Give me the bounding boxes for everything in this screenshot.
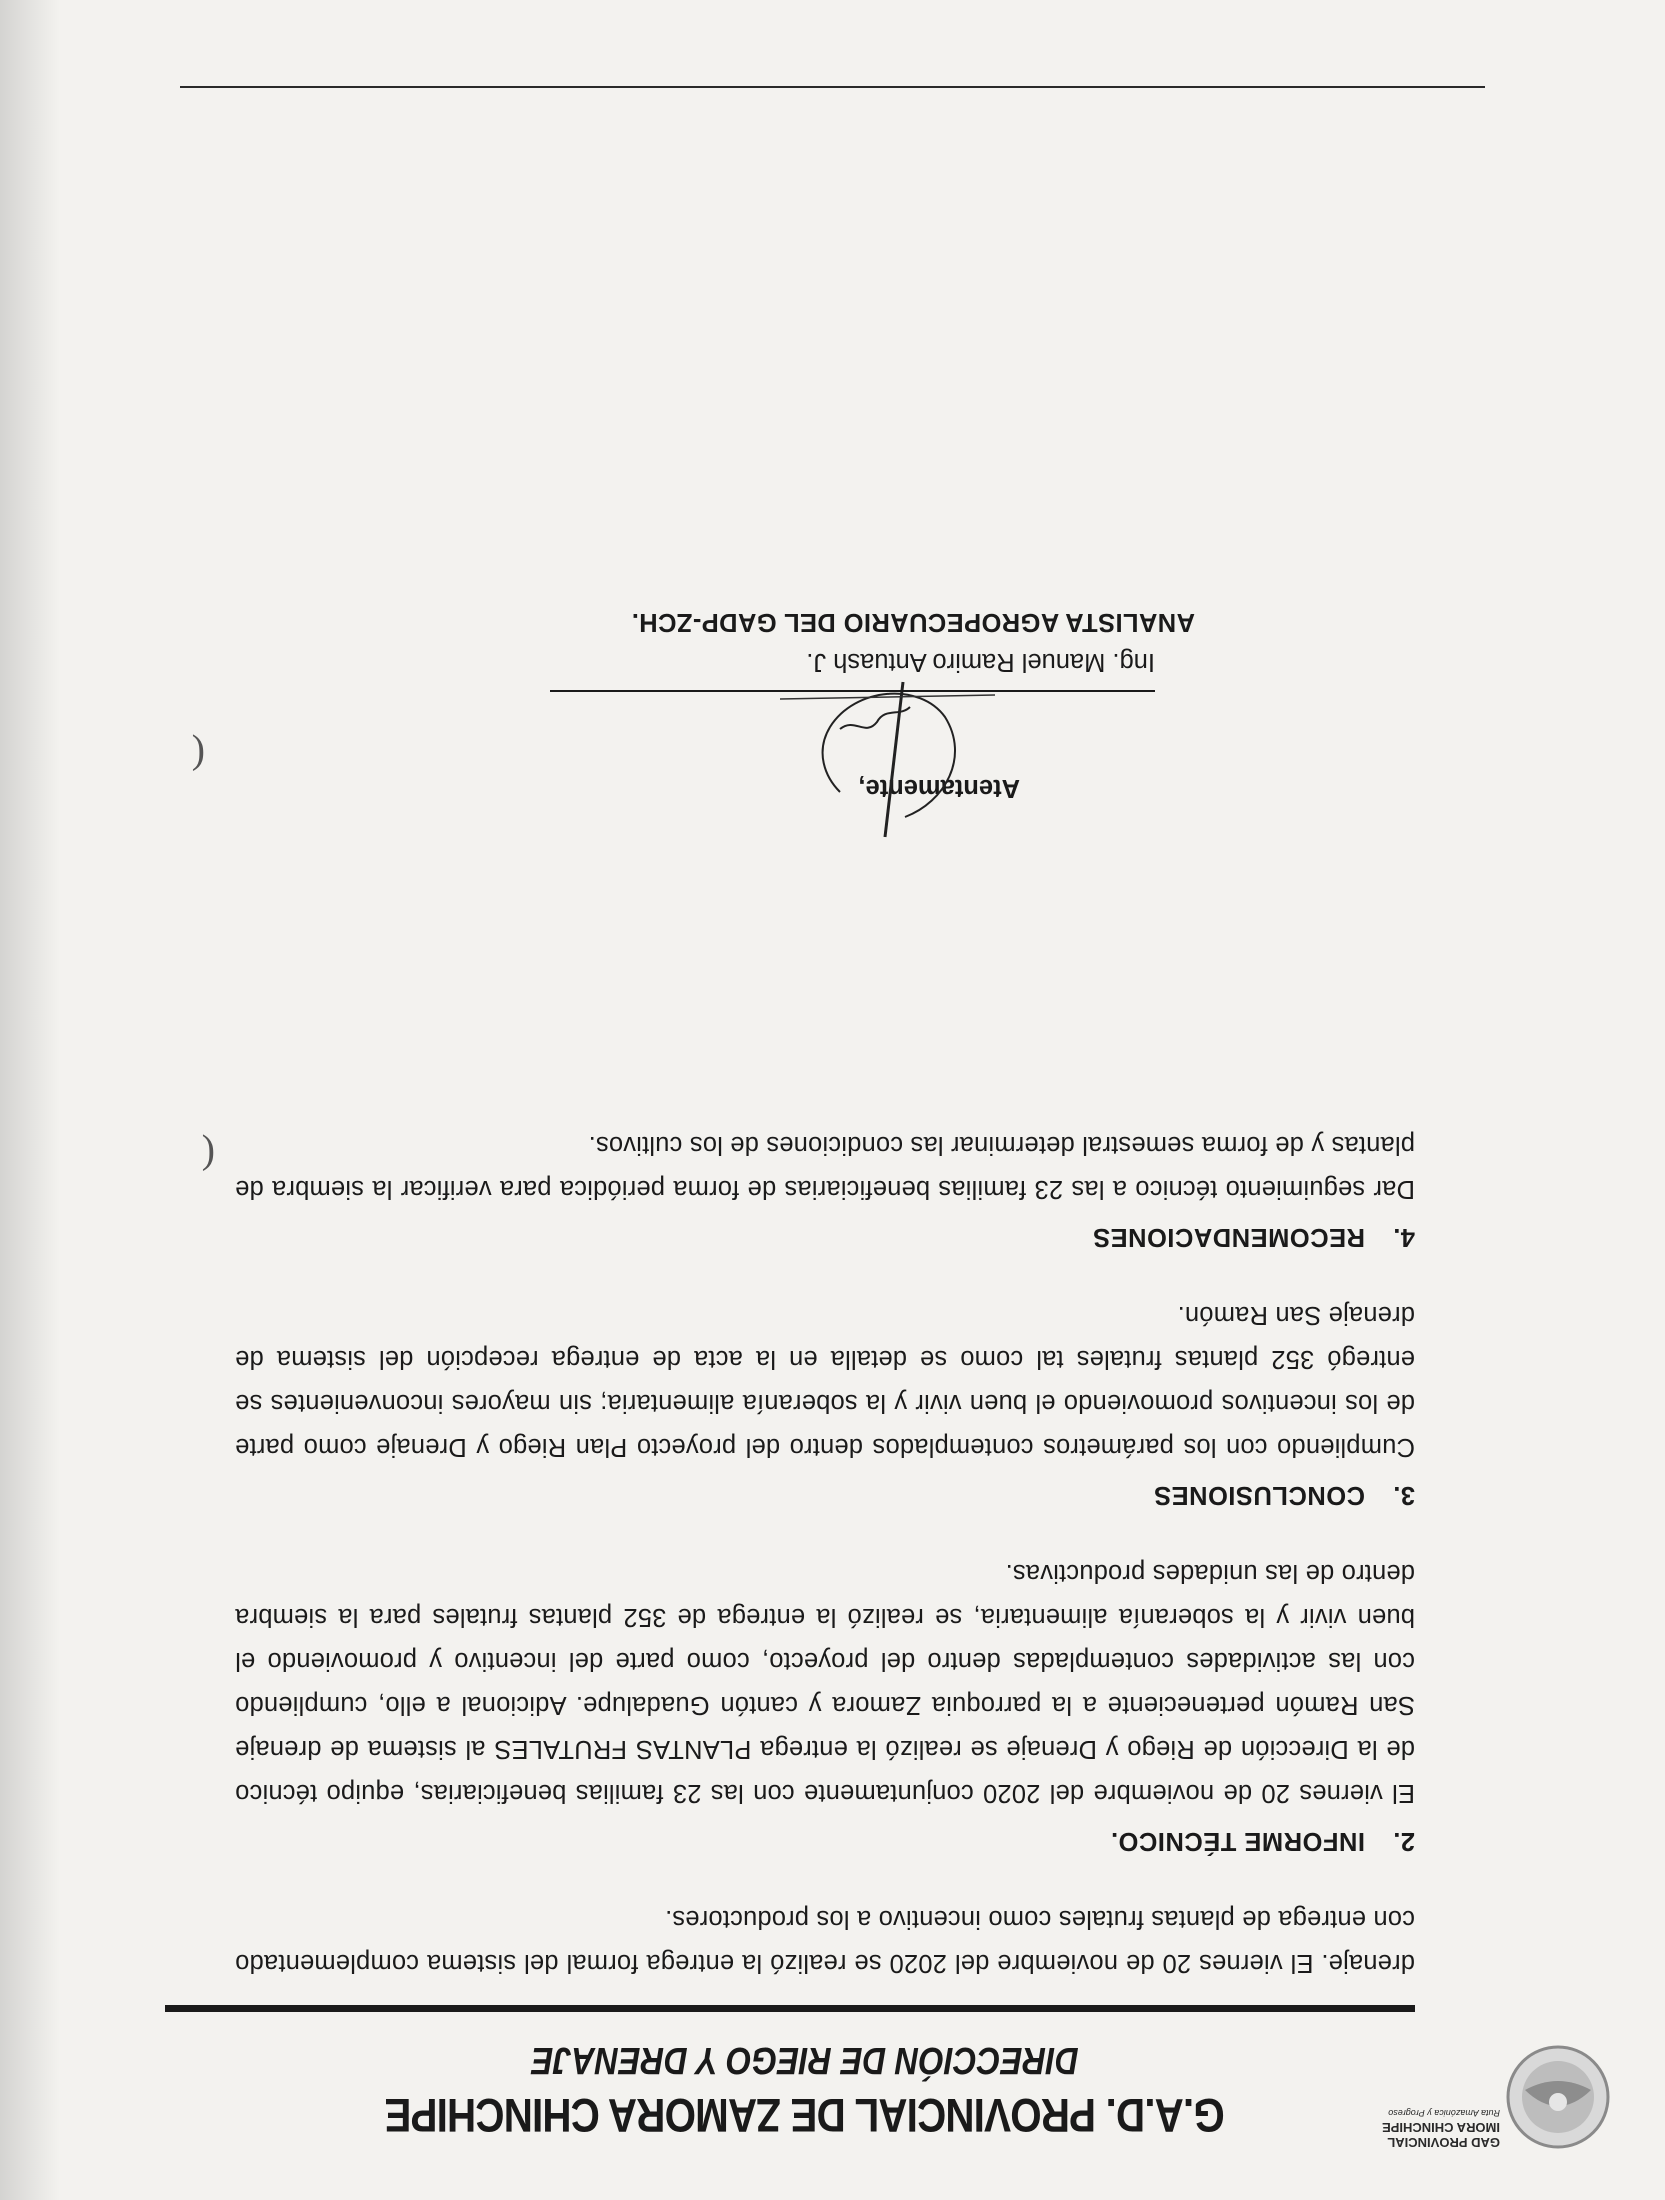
footer-rule	[180, 86, 1485, 88]
signature-line	[550, 690, 1155, 692]
section-number: 4.	[1392, 1223, 1415, 1251]
scan-mark: (	[191, 734, 205, 779]
document-header	[245, 2038, 1365, 2142]
intro-paragraph: drenaje. El viernes 20 de noviembre del 2020 se realizó la entrega formal del sistema complementado con entrega de plantas frutales como incentivo a los productores.	[235, 1905, 1415, 1977]
section-title: CONCLUSIONES	[1153, 1481, 1365, 1509]
section-body: El viernes 20 de noviembre del 2020 conjuntamente con las 23 familias beneficiarias, equipo técnico de la Dirección de Riego y Drenaje se realizó la entrega PLANTAS FRUTALES al sistema de drenaje San Ramón perteneciente a la parroquia Zamora y cantón Guadalupe. Adicional a ello, cumpliendo con las actividades contempladas dentro del proyecto, como parte del incentivo y promoviendo el buen vivir y la soberanía alimentaria, se realizó la entrega de 352 plantas frutales para la siembra dentro de las unidades productivas.	[235, 1559, 1415, 1807]
seal-logo-icon	[1503, 2042, 1613, 2152]
seal-line-2: IMORA CHINCHIPE	[1382, 2120, 1500, 2135]
section-title: INFORME TÉCNICO.	[1110, 1827, 1365, 1855]
section-informe-tecnico	[235, 1551, 1415, 1863]
handwritten-signature-icon	[765, 657, 1015, 857]
section-title: RECOMENDACIONES	[1092, 1223, 1365, 1251]
section-body: Cumpliendo con los parámetros contemplados dentro del proyecto Plan Riego y Drenaje como parte de los incentivos promoviendo el buen vivir y la soberanía alimentaria; sin mayores inconvenientes se entregó 352 plantas frutales tal como se detalla en la acta de entrega recepción del sistema de drenaje San Ramón.	[235, 1301, 1415, 1461]
closing-salutation: Atentamente,	[858, 774, 1020, 802]
header-rule	[165, 2005, 1415, 2012]
section-number: 3.	[1392, 1481, 1415, 1509]
organization-name: G.A.D. PROVINCIAL DE ZAMORA CHINCHIPE	[385, 2089, 1225, 2142]
section-number: 2.	[1392, 1827, 1415, 1855]
section-body: Dar seguimiento técnico a las 23 familias beneficiarias de forma periódica para verificar la siembra de plantas y de forma semestral determinar las condiciones de los cultivos.	[235, 1131, 1415, 1203]
signer-title: ANALISTA AGROPECUARIO DEL GADP-ZCH.	[631, 608, 1195, 636]
seal-caption	[1350, 2105, 1500, 2150]
section-heading	[235, 1819, 1415, 1863]
document-body	[235, 1123, 1415, 1985]
section-heading	[235, 1215, 1415, 1259]
section-recomendaciones	[235, 1123, 1415, 1259]
section-conclusiones	[235, 1293, 1415, 1517]
section-heading	[235, 1473, 1415, 1517]
scan-mark: (	[201, 1134, 215, 1179]
signer-name: Ing. Manuel Ramiro Antuash J.	[806, 648, 1155, 676]
seal-line-1: GAD PROVINCIAL	[1387, 2135, 1500, 2150]
seal-line-3: Ruta Amazónica y Progreso	[1388, 2108, 1500, 2118]
scan-edge-shadow	[0, 0, 60, 2200]
department-name: DIRECCIÓN DE RIEGO Y DRENAJE	[531, 2039, 1079, 2081]
